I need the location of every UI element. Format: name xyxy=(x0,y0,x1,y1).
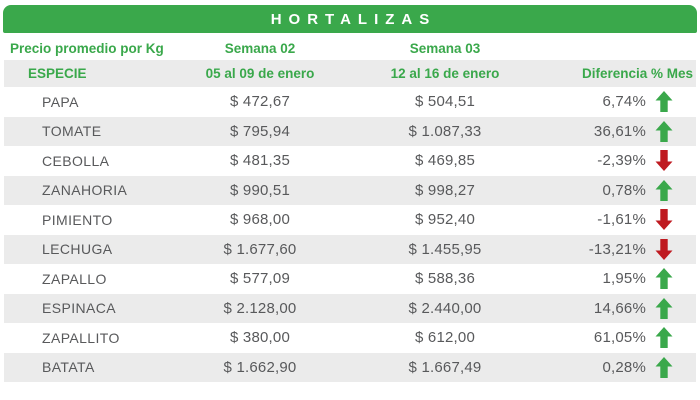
diferencia-cell xyxy=(545,150,696,171)
semana03-price-cell: $ 1.667,49 xyxy=(408,358,482,376)
page-title: HORTALIZAS xyxy=(270,10,437,28)
semana03-price-cell: $ 469,85 xyxy=(415,152,475,170)
table-row xyxy=(4,353,696,383)
header-week-02-dates: 05 al 09 de enero xyxy=(205,66,315,81)
diferencia-value: 0,28% xyxy=(602,358,646,376)
semana02-price-cell: $ 380,00 xyxy=(230,329,290,347)
header-diferencia-mes: Diferencia % Mes xyxy=(581,66,693,81)
diferencia-cell xyxy=(545,239,696,260)
especie-cell: ZANAHORIA xyxy=(42,182,128,199)
diferencia-cell xyxy=(545,180,696,201)
semana02-price-cell: $ 1.662,90 xyxy=(223,358,297,376)
price-table-body xyxy=(0,87,700,382)
diferencia-cell xyxy=(545,209,696,230)
diferencia-cell xyxy=(545,357,696,378)
semana03-price-cell: $ 612,00 xyxy=(415,329,475,347)
table-row xyxy=(4,146,696,176)
especie-cell: PIMIENTO xyxy=(42,211,113,228)
semana02-price-cell: $ 2.128,00 xyxy=(223,299,297,317)
down-arrow-icon xyxy=(655,239,673,260)
table-header-row-columns xyxy=(4,60,696,87)
diferencia-cell xyxy=(545,91,696,112)
semana03-price-cell: $ 1.087,33 xyxy=(408,122,482,140)
header-price-per-kg: Precio promedio por Kg xyxy=(10,40,164,56)
diferencia-value: 0,78% xyxy=(602,181,646,199)
diferencia-value: 1,95% xyxy=(602,270,646,288)
table-row xyxy=(4,235,696,265)
diferencia-value: -13,21% xyxy=(588,240,646,258)
especie-cell: PAPA xyxy=(42,93,79,110)
title-bar xyxy=(3,5,697,33)
table-row xyxy=(4,205,696,235)
down-arrow-icon xyxy=(655,150,673,171)
up-arrow-icon xyxy=(655,121,673,142)
especie-cell: ESPINACA xyxy=(42,300,116,317)
semana03-price-cell: $ 504,51 xyxy=(415,93,475,111)
especie-cell: TOMATE xyxy=(42,123,102,140)
especie-cell: BATATA xyxy=(42,359,95,376)
semana02-price-cell: $ 990,51 xyxy=(230,181,290,199)
diferencia-value: 14,66% xyxy=(593,299,646,317)
semana02-price-cell: $ 472,67 xyxy=(230,93,290,111)
diferencia-value: 36,61% xyxy=(593,122,646,140)
semana03-price-cell: $ 588,36 xyxy=(415,270,475,288)
table-row xyxy=(4,117,696,147)
especie-cell: CEBOLLA xyxy=(42,152,110,169)
header-week-02: Semana 02 xyxy=(224,40,296,56)
especie-cell: ZAPALLO xyxy=(42,270,107,287)
especie-cell: ZAPALLITO xyxy=(42,329,120,346)
up-arrow-icon xyxy=(655,91,673,112)
table-header-row-weeks xyxy=(4,36,696,60)
diferencia-cell xyxy=(545,121,696,142)
diferencia-value: 61,05% xyxy=(593,329,646,347)
diferencia-value: -1,61% xyxy=(597,211,646,229)
semana03-price-cell: $ 952,40 xyxy=(415,211,475,229)
table-row xyxy=(4,264,696,294)
diferencia-cell xyxy=(545,327,696,348)
table-row xyxy=(4,176,696,206)
up-arrow-icon xyxy=(655,180,673,201)
table-row xyxy=(4,323,696,353)
diferencia-value: -2,39% xyxy=(597,152,646,170)
semana03-price-cell: $ 998,27 xyxy=(415,181,475,199)
header-especie: ESPECIE xyxy=(28,66,87,81)
header-week-03-dates: 12 al 16 de enero xyxy=(390,66,500,81)
semana02-price-cell: $ 968,00 xyxy=(230,211,290,229)
semana03-price-cell: $ 2.440,00 xyxy=(408,299,482,317)
semana03-price-cell: $ 1.455,95 xyxy=(408,240,482,258)
diferencia-value: 6,74% xyxy=(602,93,646,111)
semana02-price-cell: $ 1.677,60 xyxy=(223,240,297,258)
semana02-price-cell: $ 577,09 xyxy=(230,270,290,288)
diferencia-cell xyxy=(545,298,696,319)
diferencia-cell xyxy=(545,268,696,289)
semana02-price-cell: $ 795,94 xyxy=(230,122,290,140)
down-arrow-icon xyxy=(655,209,673,230)
up-arrow-icon xyxy=(655,298,673,319)
table-row xyxy=(4,294,696,324)
table-row xyxy=(4,87,696,117)
especie-cell: LECHUGA xyxy=(42,241,113,258)
up-arrow-icon xyxy=(655,357,673,378)
up-arrow-icon xyxy=(655,268,673,289)
header-week-03: Semana 03 xyxy=(409,40,481,56)
up-arrow-icon xyxy=(655,327,673,348)
semana02-price-cell: $ 481,35 xyxy=(230,152,290,170)
